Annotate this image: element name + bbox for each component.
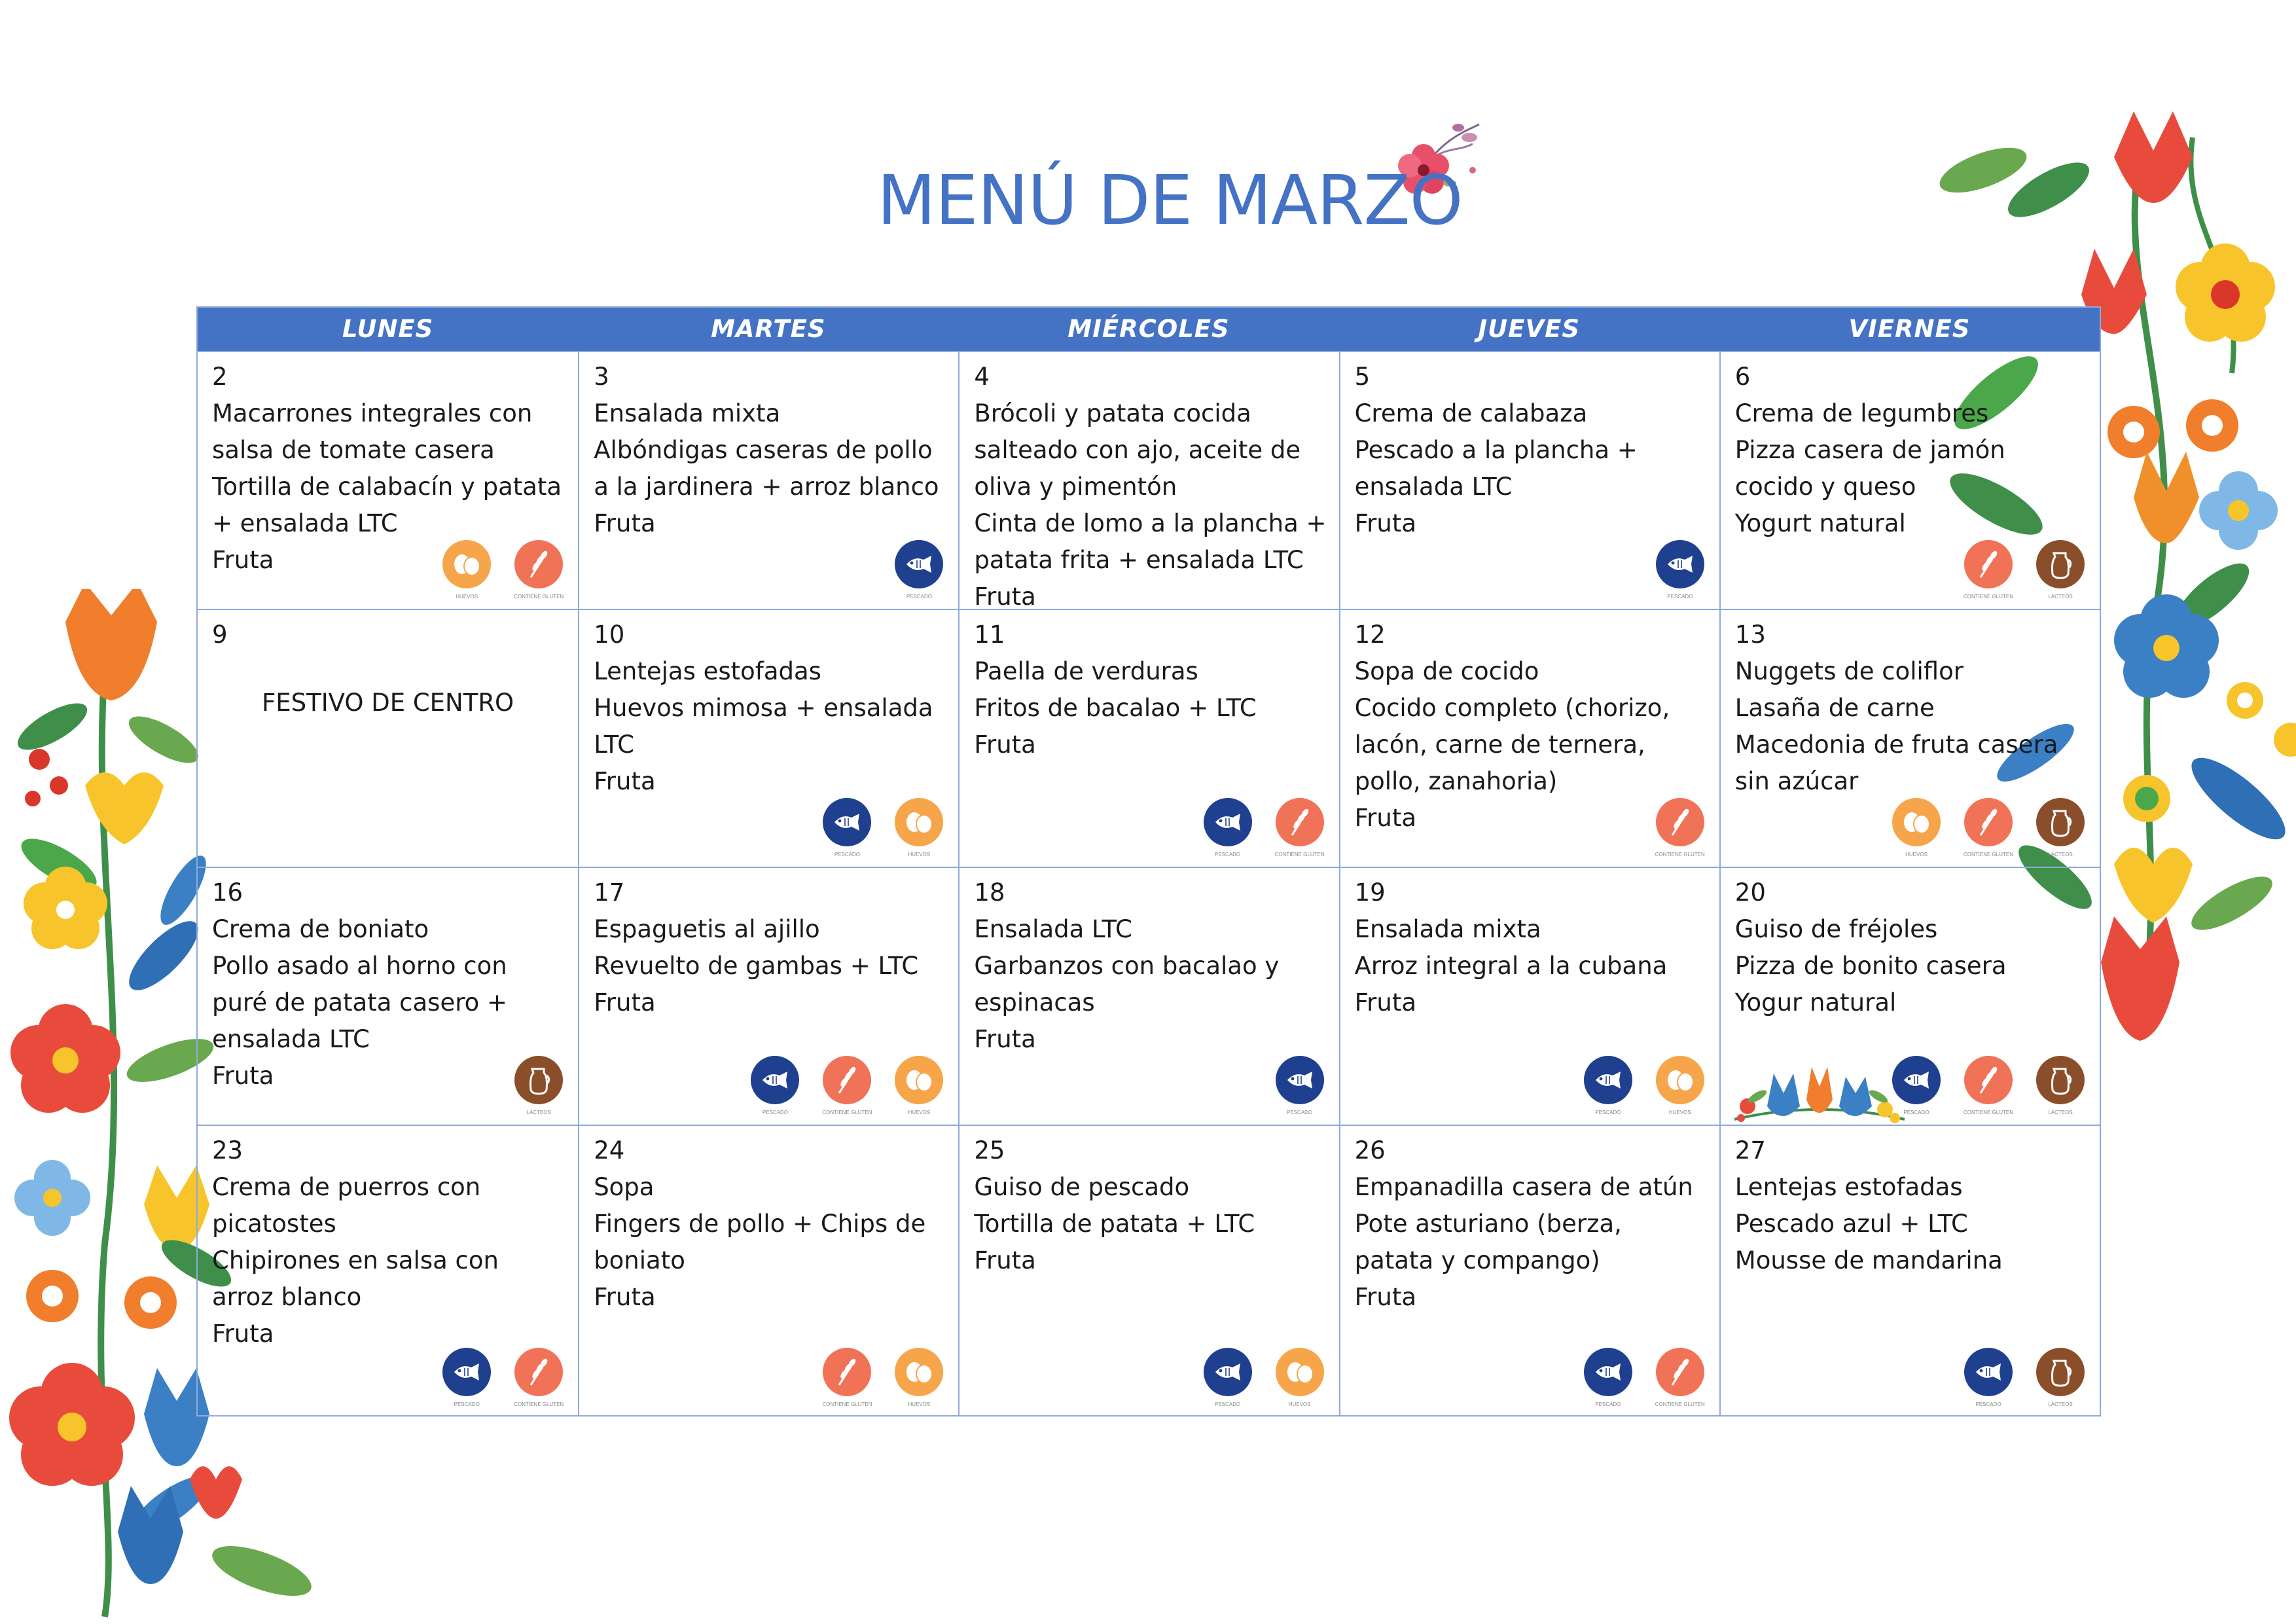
allergen-label: PESCADO: [1903, 1110, 1929, 1115]
dish-line: Lentejas estofadas: [594, 657, 821, 685]
dish-line: Huevos mimosa + ensalada: [594, 694, 933, 722]
wheat-icon: [1655, 798, 1705, 857]
allergen-badge: [895, 1056, 943, 1104]
dish-line: patata y compango): [1354, 1246, 1600, 1274]
day-number: 4: [974, 363, 990, 391]
wheat-icon: [822, 1056, 872, 1115]
dish-line: Crema de legumbres: [1734, 399, 1989, 427]
day-cell: [1719, 1126, 2100, 1416]
allergen-badge: [1892, 1056, 1941, 1104]
allergen-icons: [442, 540, 564, 600]
allergen-badge: [442, 1348, 491, 1396]
day-cell: [958, 1126, 1338, 1416]
day-number: 24: [594, 1136, 625, 1164]
day-number: 18: [974, 878, 1005, 907]
dish-line: Lasaña de carne: [1734, 694, 1935, 722]
allergen-label: HUEVOS: [908, 1401, 931, 1407]
dish-line: Mousse de mandarina: [1734, 1246, 2003, 1274]
day-number: 2: [212, 363, 228, 391]
allergen-icons: [1583, 1056, 1705, 1115]
allergen-icons: [1964, 540, 2085, 600]
allergen-label: CONTIENE GLUTEN: [1964, 1110, 2014, 1115]
day-cell: [1339, 868, 1719, 1125]
dish-line: pollo, zanahoria): [1354, 767, 1558, 795]
dish-line: LTC: [594, 731, 634, 759]
milk-jug-icon: [2036, 798, 2085, 857]
dish-line: Fruta: [594, 767, 656, 795]
fish-icon: [442, 1348, 492, 1407]
fish-icon: [1275, 1056, 1325, 1115]
day-number: 9: [212, 621, 228, 649]
week-row: [198, 867, 2100, 1125]
dish-line: Pescado a la plancha +: [1354, 436, 1638, 464]
dish-line: Crema de puerros con: [212, 1173, 481, 1201]
allergen-badge: [1276, 1348, 1324, 1396]
allergen-badge: [1204, 798, 1252, 846]
fish-icon: [1892, 1056, 1941, 1115]
wheat-icon: [1275, 798, 1325, 857]
dish-line: Lentejas estofadas: [1734, 1173, 1963, 1201]
weekday-header-lunes: LUNES: [342, 315, 434, 343]
wheat-icon: [1964, 540, 2013, 600]
allergen-label: CONTIENE GLUTEN: [514, 1401, 564, 1407]
dish-line: boniato: [594, 1246, 685, 1274]
allergen-badge: [2036, 1056, 2085, 1104]
dish-line: Fruta: [1354, 988, 1417, 1017]
day-cell: [198, 352, 578, 609]
dish-line: Guiso de fréjoles: [1734, 915, 1938, 943]
day-cell: [578, 610, 958, 867]
allergen-icons: [894, 540, 944, 600]
wheat-icon: [1964, 1056, 2013, 1115]
allergen-icons: [1892, 1056, 2085, 1115]
week-row: [198, 1125, 2100, 1416]
allergen-icons: [822, 1348, 944, 1407]
dish-line: Cocido completo (chorizo,: [1354, 694, 1670, 722]
dish-line: Fruta: [212, 1320, 274, 1348]
day-cell: [578, 1126, 958, 1416]
weeks-container: [198, 351, 2100, 1416]
allergen-label: HUEVOS: [1905, 852, 1928, 857]
dish-line: Yogurt natural: [1734, 509, 1906, 537]
allergen-badge: [1964, 540, 2013, 588]
allergen-label: PESCADO: [1215, 852, 1241, 857]
dish-line: salteado con ajo, aceite de: [974, 436, 1301, 464]
dish-line: patata frita + ensalada LTC: [974, 546, 1304, 574]
allergen-label: PESCADO: [1975, 1401, 2001, 1407]
allergen-label: CONTIENE GLUTEN: [1964, 594, 2014, 600]
dish-line: salsa de tomate casera: [212, 436, 495, 464]
dish-line: Fingers de pollo + Chips de: [594, 1210, 926, 1238]
day-cell: [1719, 352, 2100, 609]
fish-icon: [1203, 798, 1253, 857]
dish-line: Macarrones integrales con: [212, 399, 533, 427]
weekday-header-miercoles: MIÉRCOLES: [1067, 315, 1230, 343]
dish-line: oliva y pimentón: [974, 473, 1177, 501]
dish-line: Fruta: [974, 1025, 1036, 1053]
allergen-badge: [514, 1056, 563, 1104]
dish-line: Fruta: [974, 1246, 1036, 1274]
egg-icon: [1892, 798, 1941, 857]
day-number: 25: [974, 1136, 1005, 1164]
dish-line: Fruta: [594, 509, 656, 537]
dish-line: Fruta: [1354, 804, 1417, 832]
allergen-label: PESCADO: [1667, 594, 1693, 600]
egg-icon: [1275, 1348, 1325, 1407]
dish-line: Ensalada LTC: [974, 915, 1132, 943]
egg-icon: [1655, 1056, 1705, 1115]
dish-line: lacón, carne de ternera,: [1354, 731, 1645, 759]
dish-line: sin azúcar: [1734, 767, 1859, 795]
dish-line: Fritos de bacalao + LTC: [974, 694, 1257, 722]
weekday-header-row: [198, 308, 2100, 351]
allergen-badge: [1892, 798, 1941, 846]
allergen-label: LÁCTEOS: [2048, 594, 2073, 600]
allergen-label: CONTIENE GLUTEN: [1274, 852, 1325, 857]
day-cell: [1339, 610, 1719, 867]
day-cell: [958, 610, 1338, 867]
day-number: 26: [1354, 1136, 1386, 1164]
allergen-label: HUEVOS: [908, 852, 931, 857]
allergen-badge: [1584, 1056, 1632, 1104]
allergen-badge: [1656, 798, 1704, 846]
dish-line: Espaguetis al ajillo: [594, 915, 820, 943]
day-number: 10: [594, 621, 625, 649]
allergen-label: PESCADO: [1215, 1401, 1241, 1407]
wheat-icon: [514, 540, 564, 600]
fish-icon: [750, 1056, 800, 1115]
dish-line: Fruta: [212, 546, 274, 574]
allergen-label: HUEVOS: [908, 1110, 931, 1115]
dish-line: Fruta: [974, 731, 1036, 759]
allergen-badge: [2036, 798, 2085, 846]
day-cell: [578, 868, 958, 1125]
day-cell: [198, 868, 578, 1125]
allergen-badge: [1584, 1348, 1632, 1396]
allergen-badge: [514, 540, 563, 588]
fish-icon: [1655, 540, 1705, 600]
milk-jug-icon: [2036, 1348, 2085, 1407]
allergen-label: PESCADO: [1287, 1110, 1313, 1115]
day-number: 6: [1734, 363, 1751, 391]
allergen-label: CONTIENE GLUTEN: [822, 1401, 872, 1407]
day-number: 13: [1734, 621, 1766, 649]
dish-line: Fruta: [594, 988, 656, 1017]
weekday-header-viernes: VIERNES: [1848, 315, 1971, 343]
allergen-badge: [1964, 1056, 2013, 1104]
dish-line: Sopa de cocido: [1354, 657, 1539, 685]
egg-icon: [894, 798, 944, 857]
dish-line: puré de patata casero +: [212, 988, 508, 1017]
day-cell: [198, 1126, 578, 1416]
allergen-icons: [1203, 798, 1325, 857]
allergen-badge: [1204, 1348, 1252, 1396]
dish-line: Ensalada mixta: [1354, 915, 1541, 943]
allergen-label: CONTIENE GLUTEN: [514, 594, 564, 600]
allergen-label: PESCADO: [454, 1401, 480, 1407]
day-number: 20: [1734, 878, 1766, 907]
allergen-badge: [823, 1348, 871, 1396]
allergen-icons: [1964, 1348, 2085, 1407]
day-number: 19: [1354, 878, 1386, 907]
fish-icon: [1203, 1348, 1253, 1407]
allergen-badge: [823, 1056, 871, 1104]
allergen-icons: [822, 798, 944, 857]
day-cell: [198, 610, 578, 867]
dish-line: Paella de verduras: [974, 657, 1198, 685]
dish-line: Macedonia de fruta casera: [1734, 731, 2058, 759]
dish-line: Pollo asado al horno con: [212, 952, 507, 980]
dish-line: Cinta de lomo a la plancha +: [974, 509, 1327, 537]
dish-line: Tortilla de calabacín y patata: [212, 473, 562, 501]
dish-line: Garbanzos con bacalao y: [974, 952, 1280, 980]
dish-line: ensalada LTC: [1354, 473, 1513, 501]
week-row: [198, 609, 2100, 867]
fish-icon: [822, 798, 872, 857]
dish-line: Sopa: [594, 1173, 655, 1201]
allergen-label: HUEVOS: [1288, 1401, 1311, 1407]
day-cell: [578, 352, 958, 609]
fish-icon: [1964, 1348, 2013, 1407]
dish-line: Guiso de pescado: [974, 1173, 1190, 1201]
day-cell: [958, 352, 1338, 609]
fish-icon: [1583, 1348, 1633, 1407]
allergen-label: CONTIENE GLUTEN: [1655, 1401, 1705, 1407]
dish-line: Pote asturiano (berza,: [1354, 1210, 1622, 1238]
dish-line: Tortilla de patata + LTC: [974, 1210, 1255, 1238]
allergen-badge: [442, 540, 491, 588]
egg-icon: [894, 1348, 944, 1407]
allergen-badge: [895, 540, 943, 588]
dish-line: Pizza de bonito casera: [1734, 952, 2007, 980]
allergen-label: PESCADO: [1595, 1110, 1621, 1115]
dish-line: Arroz integral a la cubana: [1354, 952, 1668, 980]
allergen-icons: [514, 1056, 564, 1115]
day-cell: [958, 868, 1338, 1125]
allergen-icons: [1892, 798, 2085, 857]
dish-line: ensalada LTC: [212, 1025, 370, 1053]
day-number: 11: [974, 621, 1005, 649]
wheat-icon: [514, 1348, 564, 1407]
dish-line: Pizza casera de jamón: [1734, 436, 2005, 464]
dish-line: Fruta: [1354, 1283, 1417, 1311]
allergen-label: HUEVOS: [456, 594, 478, 600]
allergen-badge: [514, 1348, 563, 1396]
allergen-badge: [1964, 798, 2013, 846]
allergen-badge: [1276, 1056, 1324, 1104]
allergen-label: PESCADO: [762, 1110, 788, 1115]
allergen-badge: [1656, 1348, 1704, 1396]
milk-jug-icon: [2036, 540, 2085, 600]
milk-jug-icon: [514, 1056, 564, 1115]
dish-line: Chipirones en salsa con: [212, 1246, 499, 1274]
allergen-icons: [1583, 1348, 1705, 1407]
allergen-label: LÁCTEOS: [2048, 1110, 2073, 1115]
day-cell: [1719, 610, 2100, 867]
allergen-label: CONTIENE GLUTEN: [822, 1110, 872, 1115]
day-number: 3: [594, 363, 609, 391]
allergen-label: PESCADO: [906, 594, 932, 600]
dish-line: Albóndigas caseras de pollo: [594, 436, 933, 464]
dish-line: Fruta: [212, 1062, 274, 1090]
allergen-icons: [1203, 1348, 1325, 1407]
allergen-badge: [2036, 540, 2085, 588]
allergen-badge: [1276, 798, 1324, 846]
allergen-label: LÁCTEOS: [2048, 852, 2073, 857]
weekday-header-jueves: JUEVES: [1478, 315, 1581, 343]
milk-jug-icon: [2036, 1056, 2085, 1115]
dish-line: picatostes: [212, 1210, 336, 1238]
dish-line: Yogur natural: [1734, 988, 1897, 1017]
allergen-icons: [750, 1056, 944, 1115]
allergen-label: LÁCTEOS: [2048, 1401, 2073, 1407]
day-cell: [1719, 868, 2100, 1125]
allergen-icons: [1655, 798, 1705, 857]
weekday-header-martes: MARTES: [711, 315, 826, 343]
dish-line: Fruta: [594, 1283, 656, 1311]
allergen-badge: [1656, 1056, 1704, 1104]
page-title: MENÚ DE MARZO: [877, 160, 1463, 240]
egg-icon: [442, 540, 492, 600]
allergen-badge: [1964, 1348, 2013, 1396]
day-cell: [1339, 352, 1719, 609]
egg-icon: [894, 1056, 944, 1115]
dish-line: Brócoli y patata cocida: [974, 399, 1251, 427]
holiday-label: FESTIVO DE CENTRO: [262, 689, 514, 717]
allergen-label: PESCADO: [1595, 1401, 1621, 1407]
allergen-label: CONTIENE GLUTEN: [1655, 852, 1705, 857]
allergen-badge: [823, 798, 871, 846]
week-row: [198, 351, 2100, 609]
dish-line: Nuggets de coliflor: [1734, 657, 1964, 685]
dish-line: Empanadilla casera de atún: [1354, 1173, 1693, 1201]
fish-icon: [894, 540, 944, 600]
menu-table: [196, 306, 2101, 1416]
dish-line: Pescado azul + LTC: [1734, 1210, 1968, 1238]
wheat-icon: [1964, 798, 2013, 857]
dish-line: espinacas: [974, 988, 1095, 1017]
allergen-icons: [1275, 1056, 1325, 1115]
allergen-icons: [1655, 540, 1705, 600]
allergen-label: CONTIENE GLUTEN: [1964, 852, 2014, 857]
dish-line: + ensalada LTC: [212, 509, 398, 537]
allergen-icons: [442, 1348, 564, 1407]
dish-line: cocido y queso: [1734, 473, 1916, 501]
dish-line: Fruta: [1354, 509, 1417, 537]
day-number: 17: [594, 878, 625, 907]
dish-line: arroz blanco: [212, 1283, 362, 1311]
wheat-icon: [822, 1348, 872, 1407]
allergen-label: HUEVOS: [1668, 1110, 1691, 1115]
wheat-icon: [1655, 1348, 1705, 1407]
allergen-badge: [2036, 1348, 2085, 1396]
allergen-label: LÁCTEOS: [526, 1110, 551, 1115]
day-number: 23: [212, 1136, 243, 1164]
allergen-badge: [895, 1348, 943, 1396]
dish-line: Ensalada mixta: [594, 399, 781, 427]
allergen-badge: [895, 798, 943, 846]
day-number: 5: [1354, 363, 1371, 391]
dish-line: Crema de calabaza: [1354, 399, 1588, 427]
day-number: 27: [1734, 1136, 1766, 1164]
day-number: 16: [212, 878, 243, 907]
allergen-label: PESCADO: [834, 852, 860, 857]
dish-line: Revuelto de gambas + LTC: [594, 952, 919, 980]
fish-icon: [1583, 1056, 1633, 1115]
dish-line: Fruta: [974, 583, 1036, 609]
allergen-badge: [751, 1056, 799, 1104]
day-number: 12: [1354, 621, 1386, 649]
day-cell: [1339, 1126, 1719, 1416]
allergen-badge: [1656, 540, 1704, 588]
dish-line: a la jardinera + arroz blanco: [594, 473, 939, 501]
dish-line: Crema de boniato: [212, 915, 429, 943]
